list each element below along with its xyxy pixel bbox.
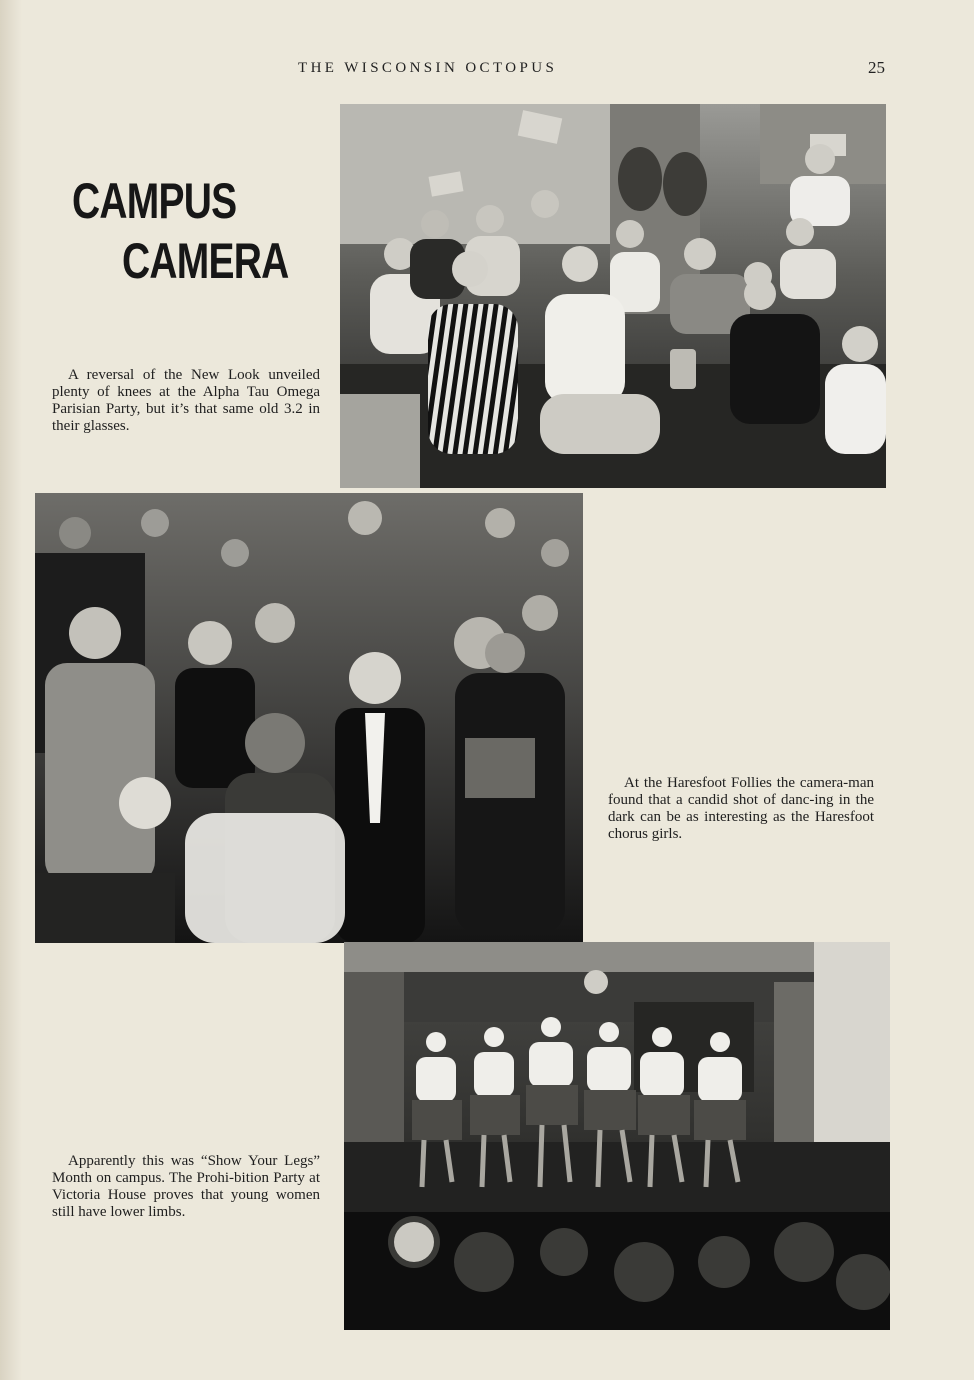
photo-parisian-party [340, 104, 886, 488]
page-title-line-2: CAMERA [122, 233, 289, 289]
caption-parisian-party: A reversal of the New Look unveiled plenty of knees at the Alpha Tau Omega Parisian Party, but it’s that same old 3.2 in their glasses. [52, 367, 320, 434]
page-number: 25 [868, 58, 885, 77]
running-head: THE WISCONSIN OCTOPUS [298, 60, 558, 76]
caption-haresfoot-dancing: At the Haresfoot Follies the camera-man found that a candid shot of danc-ing in the dark can be as interesting as the Haresfoot chorus girls. [608, 775, 874, 842]
photo-prohibition-party [344, 942, 890, 1330]
photo-haresfoot-dancing [35, 493, 583, 943]
caption-prohibition-party: Apparently this was “Show Your Legs” Month on campus. The Prohi-bition Party at Victoria House proves that young women still have lower limbs. [52, 1153, 320, 1220]
page-gutter-shadow [0, 0, 22, 1380]
page-title-line-1: CAMPUS [72, 173, 237, 229]
